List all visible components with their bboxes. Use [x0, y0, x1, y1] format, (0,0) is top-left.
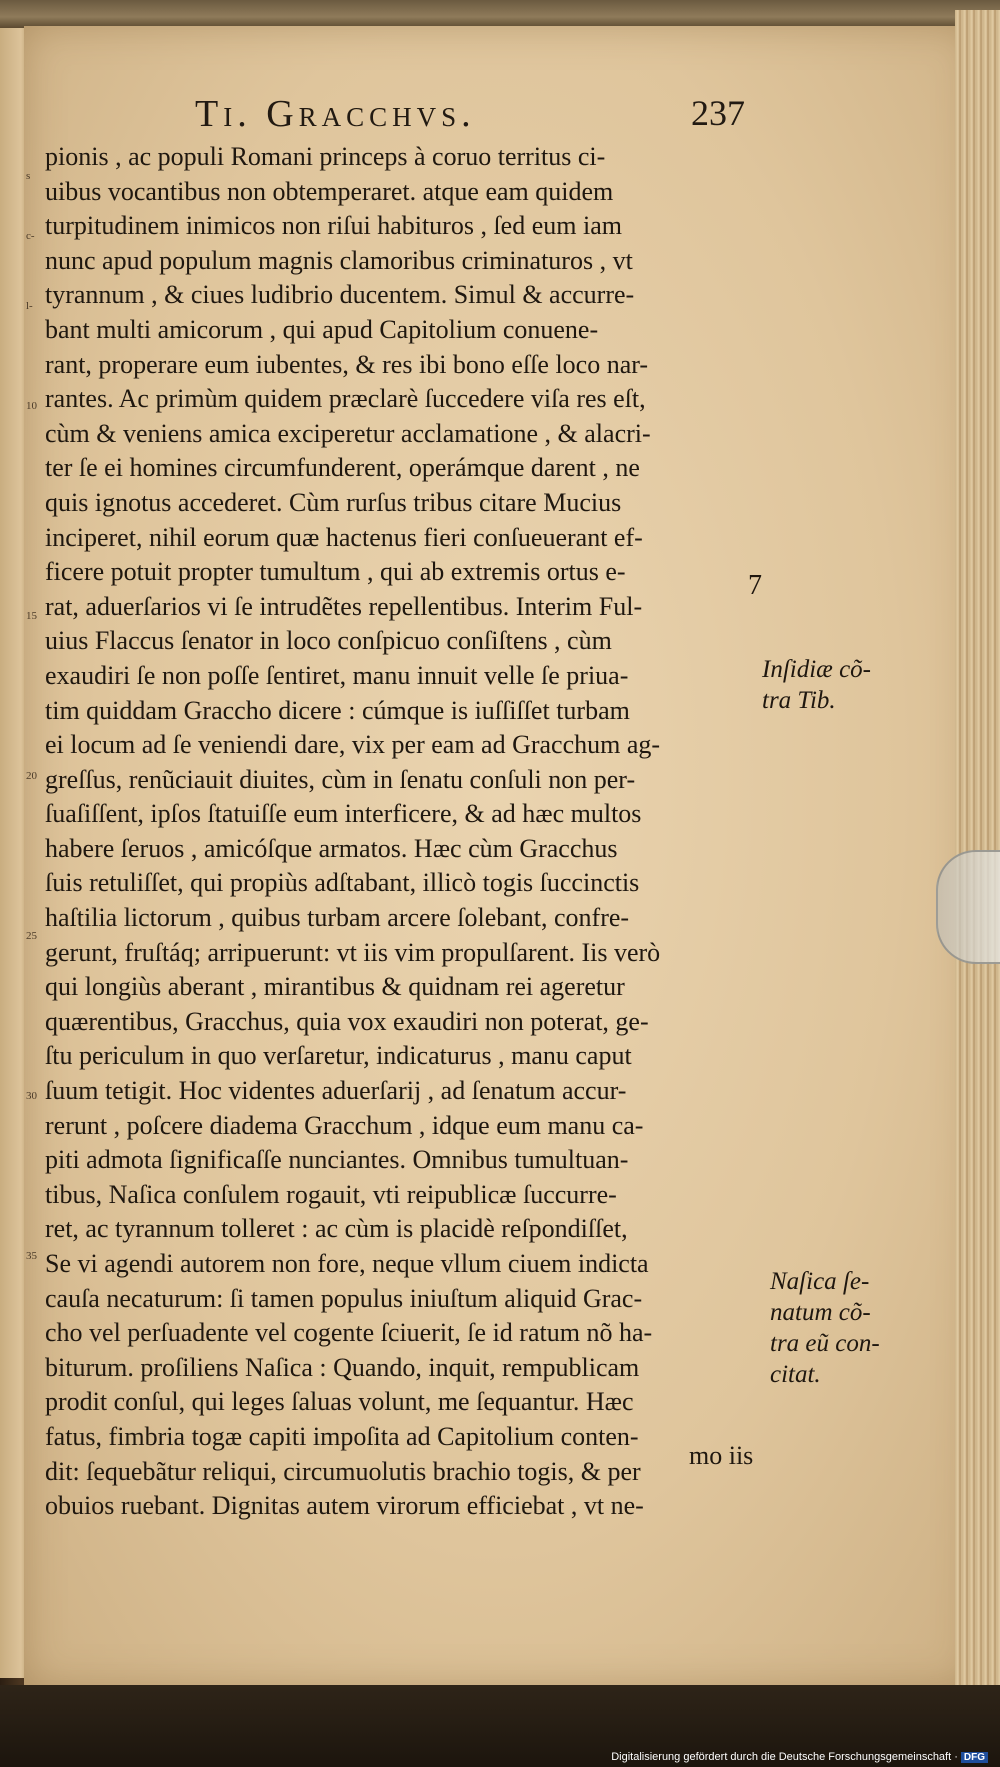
text-line: uibus vocantibus non obtemperaret. atque eam quidem	[45, 176, 614, 206]
text-line: rat, aduerſarios vi ſe intrudẽtes repellentibus. Interim Ful-	[45, 591, 643, 621]
text-line: greſſus, renũciauit diuites, cùm in ſenatu conſuli non per-	[45, 764, 636, 794]
edge-mark: 10	[26, 400, 37, 412]
edge-mark: 35	[26, 1250, 37, 1262]
text-line: quis ignotus accederet. Cùm rurſus tribus citare Mucius	[45, 487, 622, 517]
text-line: ſuaſiſſent, ipſos ſtatuiſſe eum interficere, & ad hæc multos	[45, 799, 642, 829]
text-line: prodit conſul, qui leges ſaluas volunt, me ſequantur. Hæc	[45, 1387, 634, 1417]
edge-mark: 20	[26, 770, 37, 782]
text-line: rant, properare eum iubentes, & res ibi bono eſſe loco nar-	[45, 349, 649, 379]
page-header	[195, 92, 745, 142]
text-line: Se vi agendi autorem non fore, neque vllum ciuem indicta	[45, 1249, 649, 1278]
text-line: ficere potuit propter tumultum , qui ab extremis ortus e-	[45, 557, 626, 587]
text-line: nunc apud populum magnis clamoribus criminaturos , vt	[45, 245, 633, 275]
marginal-note-line: citat.	[770, 1361, 821, 1388]
text-line: dit: ſequebãtur reliqui, circumuolutis brachio togis, & per	[45, 1456, 641, 1486]
text-line: tim quiddam Graccho dicere : cúmque is iuſſiſſet turbam	[45, 695, 630, 725]
text-line: rantes. Ac primùm quidem præclarè ſuccedere viſa res eſt,	[45, 384, 646, 414]
text-line: tyrannum , & ciues ludibrio ducentem. Simul & accurre-	[45, 280, 635, 310]
text-line: fatus, fimbria togæ capiti impoſita ad Capitolium conten-	[45, 1421, 639, 1451]
text-line: quærentibus, Gracchus, quia vox exaudiri non poterat, ge-	[45, 1006, 649, 1036]
text-line: qui longiùs aberant , mirantibus & quidnam rei ageretur	[45, 972, 625, 1002]
running-head: Ti. Gracchvs.	[195, 93, 476, 135]
page-number: 237	[691, 93, 745, 133]
text-line: pionis , ac populi Romani princeps à coruo territus ci-	[45, 142, 606, 171]
marginal-note-line: Naſica ſe-	[770, 1268, 870, 1295]
edge-mark: 15	[26, 610, 37, 622]
text-line: rerunt , poſcere diadema Gracchum , idque eum manu ca-	[45, 1110, 644, 1140]
catchword: mo iis	[689, 1441, 754, 1470]
credit-text: Digitalisierung gefördert durch die Deutsche Forschungsgemeinschaft ·	[611, 1751, 958, 1763]
marginal-note-line: natum cõ-	[770, 1299, 871, 1326]
text-line: ter ſe ei homines circumfunderent, operámque darent , ne	[45, 453, 640, 483]
section-number: 7	[748, 570, 762, 601]
body-text	[45, 140, 745, 1524]
edge-mark: c-	[26, 230, 35, 242]
text-line: ſuis retuliſſet, qui propiùs adſtabant, illicò togis ſuccinctis	[45, 868, 640, 898]
edge-mark: 30	[26, 1090, 37, 1102]
edge-mark: l-	[26, 300, 33, 312]
text-line: inciperet, nihil eorum quæ hactenus fieri conſueuerant ef-	[45, 522, 643, 552]
text-line: haſtilia lictorum , quibus turbam arcere ſolebant, confre-	[45, 903, 630, 933]
marginal-note-line: tra Tib.	[762, 687, 836, 714]
marginal-note-insidiae	[762, 654, 871, 716]
text-line: exaudiri ſe non poſſe ſentiret, manu innuit velle ſe priua-	[45, 660, 629, 690]
edge-mark: s	[26, 170, 31, 182]
text-line: ſtu periculum in quo verſaretur, indicaturus , manu caput	[45, 1041, 632, 1071]
text-line: tibus, Naſica conſulem rogauit, vti reipublicæ ſuccurre-	[45, 1179, 617, 1209]
book-top-edge	[0, 0, 1000, 28]
text-line: cauſa necaturum: ſi tamen populus iniuſtum aliquid Grac-	[45, 1283, 643, 1313]
text-line: ei locum ad ſe veniendi dare, vix per eam ad Gracchum ag-	[45, 730, 661, 760]
dfg-logo: DFG	[961, 1752, 988, 1763]
text-line: cho vel perſuadente vel cogente ſciuerit, ſe id ratum nõ ha-	[45, 1318, 653, 1348]
text-line: uius Flaccus ſenator in loco conſpicuo conſiſtens , cùm	[45, 626, 612, 656]
text-line: ret, ac tyrannum tolleret : ac cùm is placidè reſpondiſſet,	[45, 1214, 628, 1244]
text-line: piti admota ſignificaſſe nunciantes. Omnibus tumultuan-	[45, 1145, 629, 1175]
text-line: ſuum tetigit. Hoc videntes aduerſarij , ad ſenatum accur-	[45, 1076, 627, 1106]
text-line: gerunt, fruſtáq; arripuerunt: vt iis vim propulſarent. Iis verò	[45, 937, 661, 967]
text-line: turpitudinem inimicos non riſui habituros , ſed eum iam	[45, 211, 622, 241]
marginal-note-line: tra eũ con-	[770, 1330, 880, 1357]
text-line: cùm & veniens amica exciperetur acclamatione , & alacri-	[45, 418, 651, 448]
text-line: biturum. proſiliens Naſica : Quando, inquit, rempublicam	[45, 1352, 640, 1382]
marginal-note-line: Inſidiæ cõ-	[762, 656, 872, 683]
text-line: obuios ruebant. Dignitas autem virorum efficiebat , vt ne-	[45, 1491, 644, 1521]
page-clip	[936, 850, 1000, 964]
digitization-credit	[611, 1751, 988, 1763]
previous-page-line-numbers	[26, 130, 42, 1480]
text-line: habere ſeruos , amicóſque armatos. Hæc cùm Gracchus	[45, 833, 618, 863]
text-line: bant multi amicorum , qui apud Capitolium conuene-	[45, 314, 599, 344]
marginal-note-nasica	[770, 1266, 880, 1390]
edge-mark: 25	[26, 930, 37, 942]
